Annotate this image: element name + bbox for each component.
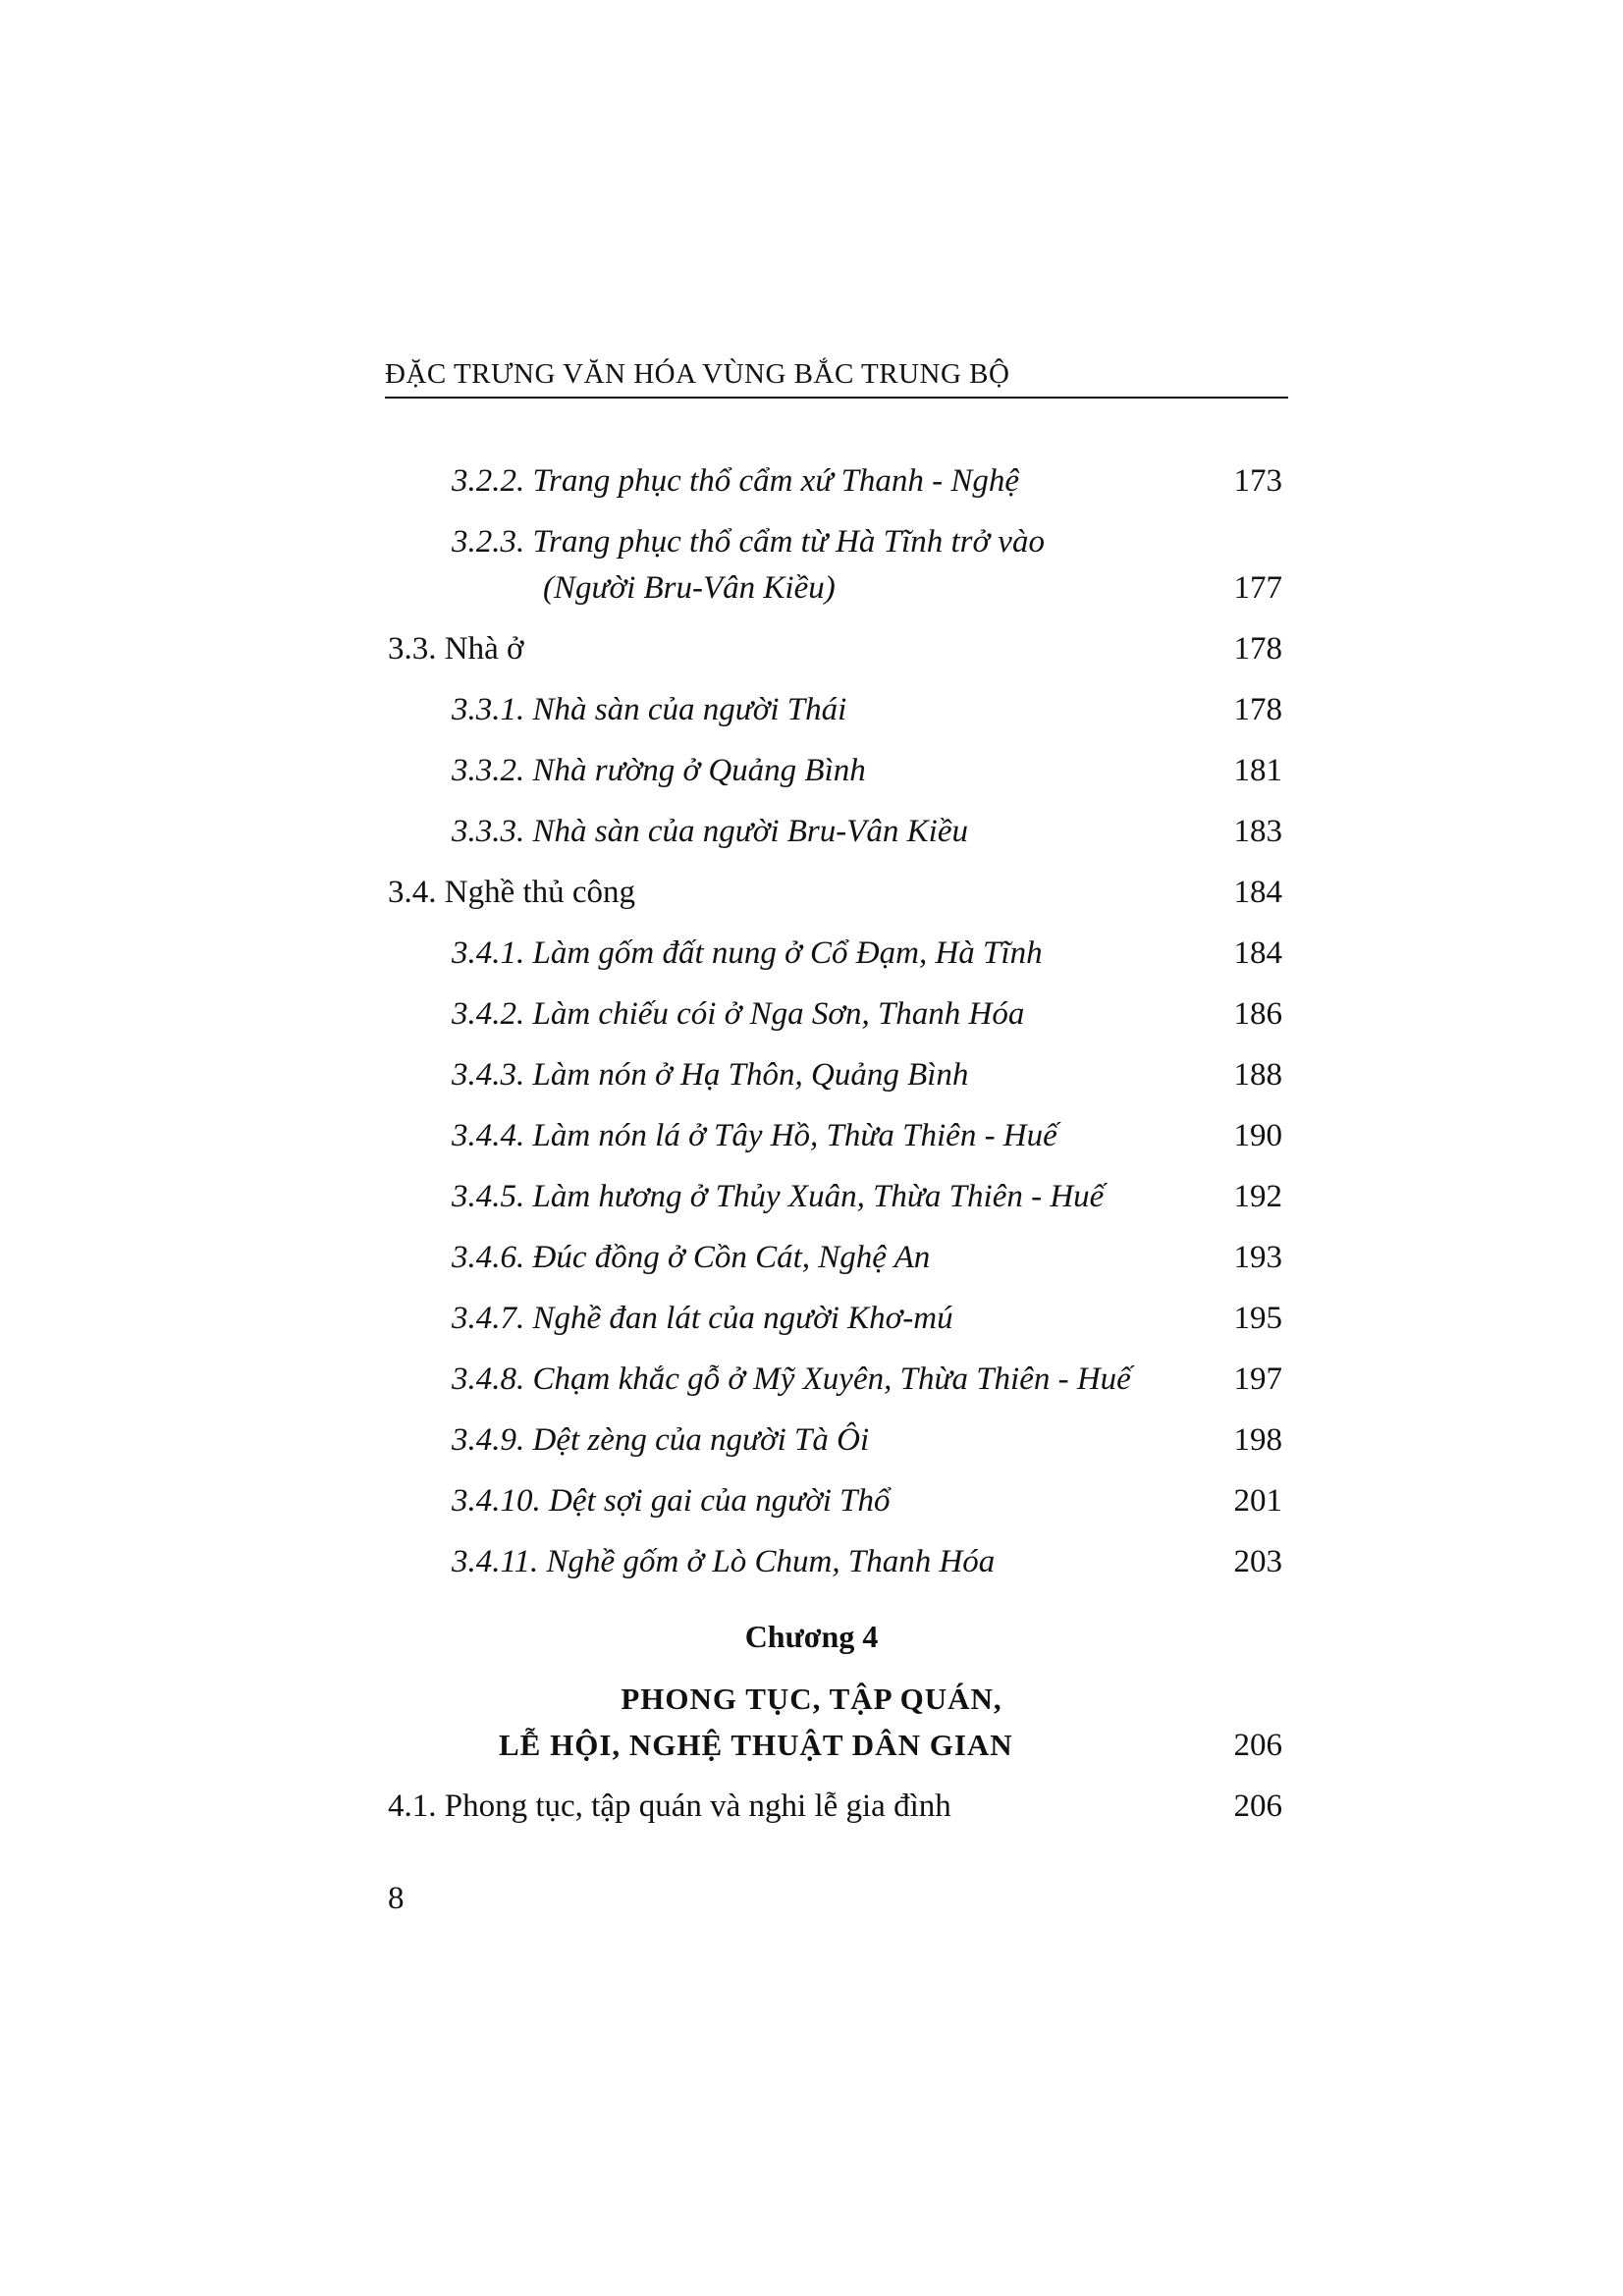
toc-entry-title: 3.4.8. Chạm khắc gỗ ở Mỹ Xuyên, Thừa Thiên - Huế [452,1362,1131,1397]
toc-entry-title: 3.4.7. Nghề đan lát của người Khơ-mú [452,1301,953,1336]
toc-entry-title: 4.1. Phong tục, tập quán và nghi lễ gia đình [388,1789,951,1824]
toc-entry-title: 3.3.1. Nhà sàn của người Thái [452,692,847,727]
toc-entry-page: 195 [1233,1301,1282,1336]
toc-entry-3-3[interactable] [0,625,1623,672]
toc-entry-title: 3.4.6. Đúc đồng ở Cồn Cát, Nghệ An [452,1240,931,1275]
toc-entry-title: 3.4.5. Làm hương ở Thủy Xuân, Thừa Thiên - Huế [452,1179,1105,1214]
toc-entry-3-3-2[interactable] [0,747,1623,794]
toc-entry-page: 181 [1233,753,1282,788]
toc-entry-3-4-6[interactable] [0,1234,1623,1281]
toc-entry-page: 184 [1233,935,1282,971]
toc-entry-title: 3.4.9. Dệt zèng của người Tà Ôi [452,1422,870,1458]
running-header: ĐẶC TRƯNG VĂN HÓA VÙNG BẮC TRUNG BỘ [385,351,1288,399]
toc-entry-3-4-8[interactable] [0,1356,1623,1403]
toc-entry-page: 190 [1233,1118,1282,1153]
toc-entry-page: 186 [1233,996,1282,1032]
toc-entry-title: 3.2.3. Trang phục thổ cẩm từ Hà Tĩnh trở vào [452,524,1045,560]
toc-entry-3-4-2[interactable] [0,990,1623,1038]
toc-entry-page: 188 [1233,1057,1282,1093]
toc-entry-page: 178 [1233,692,1282,727]
toc-entry-3-2-3[interactable] [0,518,1623,565]
toc-entry-3-4-4[interactable] [0,1112,1623,1159]
chapter-title-line-2: LỄ HỘI, NGHỆ THUẬT DÂN GIAN [499,1728,1013,1762]
chapter-entry[interactable] [0,1722,1623,1769]
chapter-label: Chương 4 [744,1619,879,1654]
toc-entry-page: 203 [1233,1544,1282,1579]
toc-entry-page: 173 [1233,463,1282,499]
toc-entry-title: 3.4.11. Nghề gốm ở Lò Chum, Thanh Hóa [452,1544,996,1579]
toc-entry-4-1[interactable] [0,1783,1623,1830]
toc-entry-3-4-7[interactable] [0,1295,1623,1342]
toc-entry-title: 3.4.3. Làm nón ở Hạ Thôn, Quảng Bình [452,1057,969,1093]
toc-entry-3-4-1[interactable] [0,930,1623,977]
chapter-title-line-1: PHONG TỤC, TẬP QUÁN, [621,1682,1002,1716]
toc-entry-3-2-2[interactable] [0,457,1623,505]
toc-entry-title: 3.3.2. Nhà rường ở Quảng Bình [452,753,866,788]
toc-entry-3-4-10[interactable] [0,1477,1623,1524]
toc-entry-title: 3.2.2. Trang phục thổ cẩm xứ Thanh - Nghệ [452,463,1020,499]
toc-entry-title: 3.4.4. Làm nón lá ở Tây Hồ, Thừa Thiên - Huế [452,1118,1057,1153]
toc-entry-title: (Người Bru-Vân Kiều) [543,570,836,606]
toc-entry-page: 201 [1233,1483,1282,1519]
toc-entry-page: 192 [1233,1179,1282,1214]
toc-entry-page: 177 [1233,570,1282,606]
toc-entry-title: 3.4. Nghề thủ công [388,875,636,910]
toc-entry-page: 193 [1233,1240,1282,1275]
toc-entry-3-3-1[interactable] [0,686,1623,733]
toc-entry-page: 206 [1233,1789,1282,1824]
toc-entry-title: 3.4.2. Làm chiếu cói ở Nga Sơn, Thanh Hóa [452,996,1025,1032]
toc-entry-3-3-3[interactable] [0,808,1623,855]
toc-entry-3-4-9[interactable] [0,1416,1623,1464]
toc-entry-page: 178 [1233,631,1282,667]
toc-entry-3-2-3-continued[interactable] [0,564,1623,612]
toc-entry-3-4-3[interactable] [0,1051,1623,1098]
toc-entry-3-4[interactable] [0,869,1623,916]
page-number: 8 [388,1881,405,1916]
toc-entry-page: 198 [1233,1422,1282,1458]
toc-entry-page: 183 [1233,814,1282,849]
toc-entry-page: 197 [1233,1362,1282,1397]
toc-entry-3-4-11[interactable] [0,1538,1623,1585]
toc-entry-title: 3.3.3. Nhà sàn của người Bru-Vân Kiều [452,814,969,849]
toc-entry-title: 3.4.1. Làm gốm đất nung ở Cổ Đạm, Hà Tĩnh [452,935,1043,971]
toc-entry-page: 184 [1233,875,1282,910]
chapter-page: 206 [1233,1728,1282,1763]
toc-entry-title: 3.4.10. Dệt sợi gai của người Thổ [452,1483,891,1519]
toc-entry-title: 3.3. Nhà ở [388,631,524,667]
toc-entry-3-4-5[interactable] [0,1173,1623,1220]
